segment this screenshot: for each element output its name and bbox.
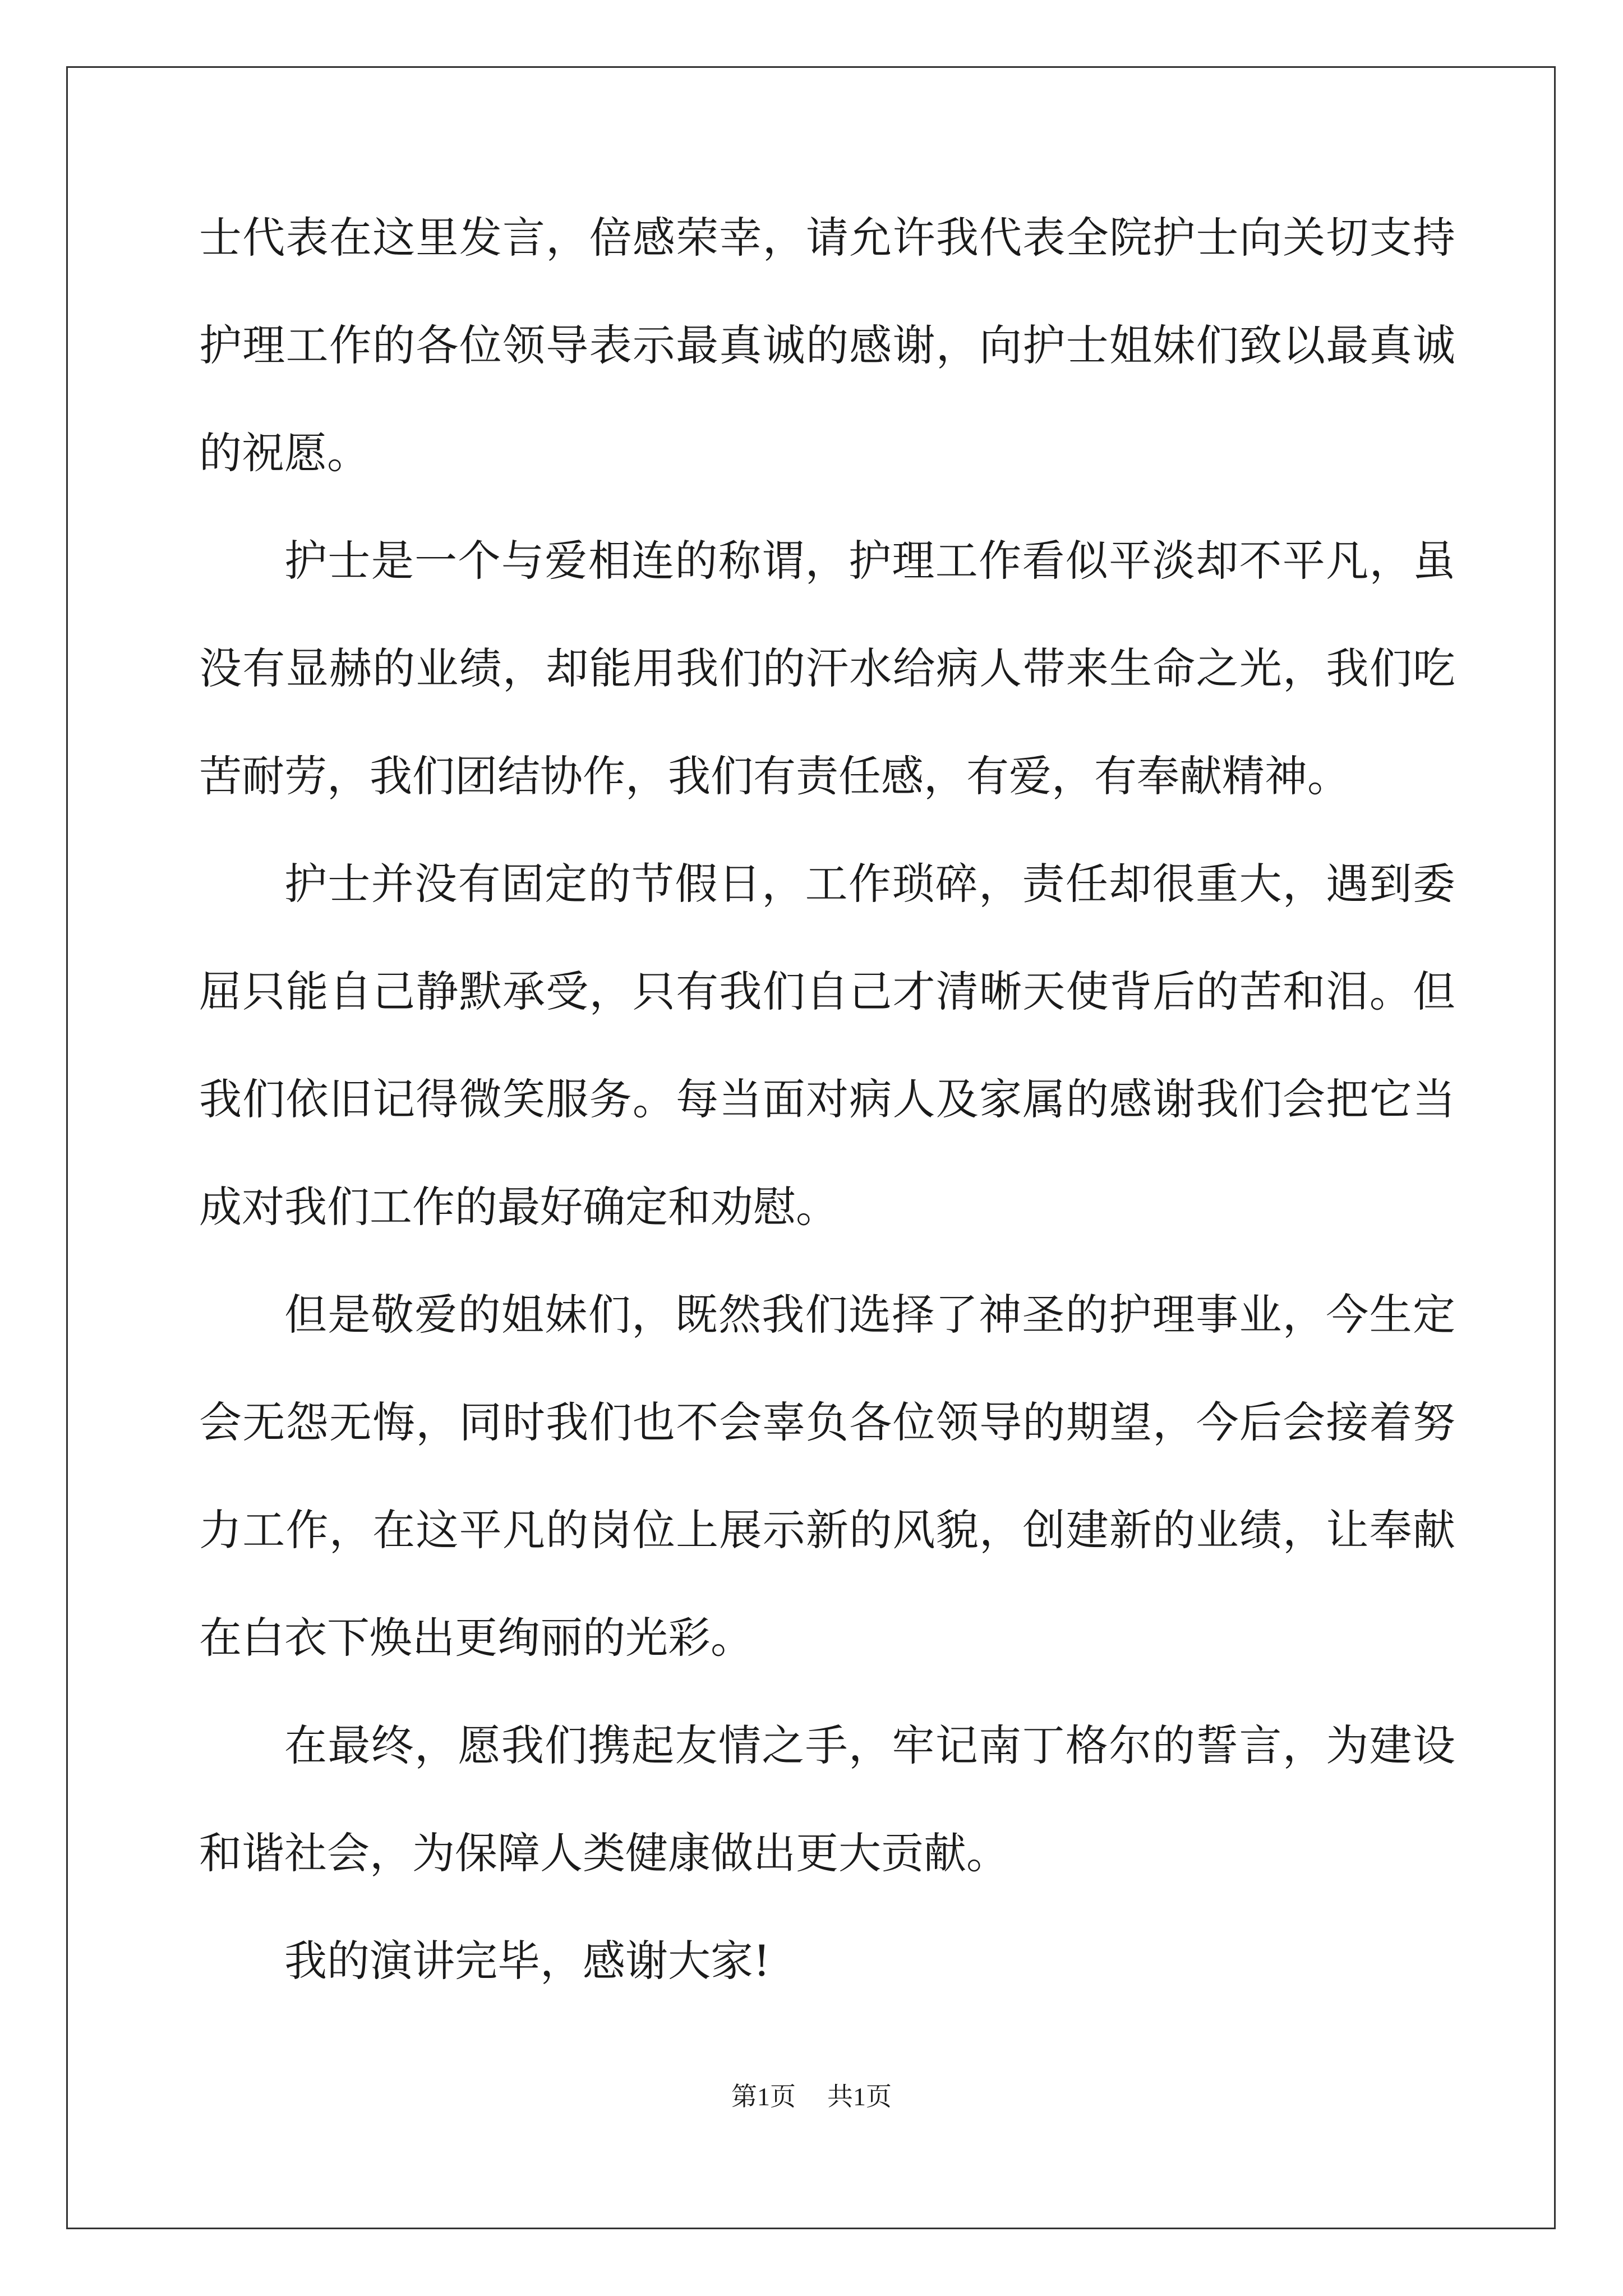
paragraph-5: 在最终，愿我们携起友情之手，牢记南丁格尔的誓言，为建设和谐社会，为保障人类健康做出更大贡献。 — [199, 1720, 1455, 1878]
paragraph-2: 护士是一个与爱相连的称谓，护理工作看似平淡却不平凡，虽没有显赫的业绩，却能用我们的汗水给病人带来生命之光，我们吃苦耐劳，我们团结协作，我们有责任感，有爱，有奉献精神。 — [199, 536, 1455, 801]
paragraph-3: 护士并没有固定的节假日，工作琐碎，责任却很重大，遇到委屈只能自己静默承受，只有我们自己才清晰天使背后的苦和泪。但我们依旧记得微笑服务。每当面对病人及家属的感谢我们会把它当成对我们工作的最好确定和劝慰。 — [199, 859, 1455, 1232]
page-footer — [0, 2080, 1623, 2114]
paragraph-6: 我的演讲完毕，感谢大家! — [284, 1936, 771, 1986]
paragraph-1: 士代表在这里发言，倍感荣幸，请允许我代表全院护士向关切支持护理工作的各位领导表示最真诚的感谢，向护士姐妹们致以最真诚的祝愿。 — [199, 213, 1455, 478]
page-number-label: 第1页 — [731, 2082, 796, 2111]
document-body — [199, 184, 1455, 2015]
paragraph-4: 但是敬爱的姐妹们，既然我们选择了神圣的护理事业，今生定会无怨无悔，同时我们也不会辜负各位领导的期望，今后会接着努力工作，在这平凡的岗位上展示新的风貌，创建新的业绩，让奉献在白衣下焕出更绚丽的光彩。 — [199, 1290, 1455, 1663]
page-total-label: 共1页 — [827, 2082, 892, 2111]
